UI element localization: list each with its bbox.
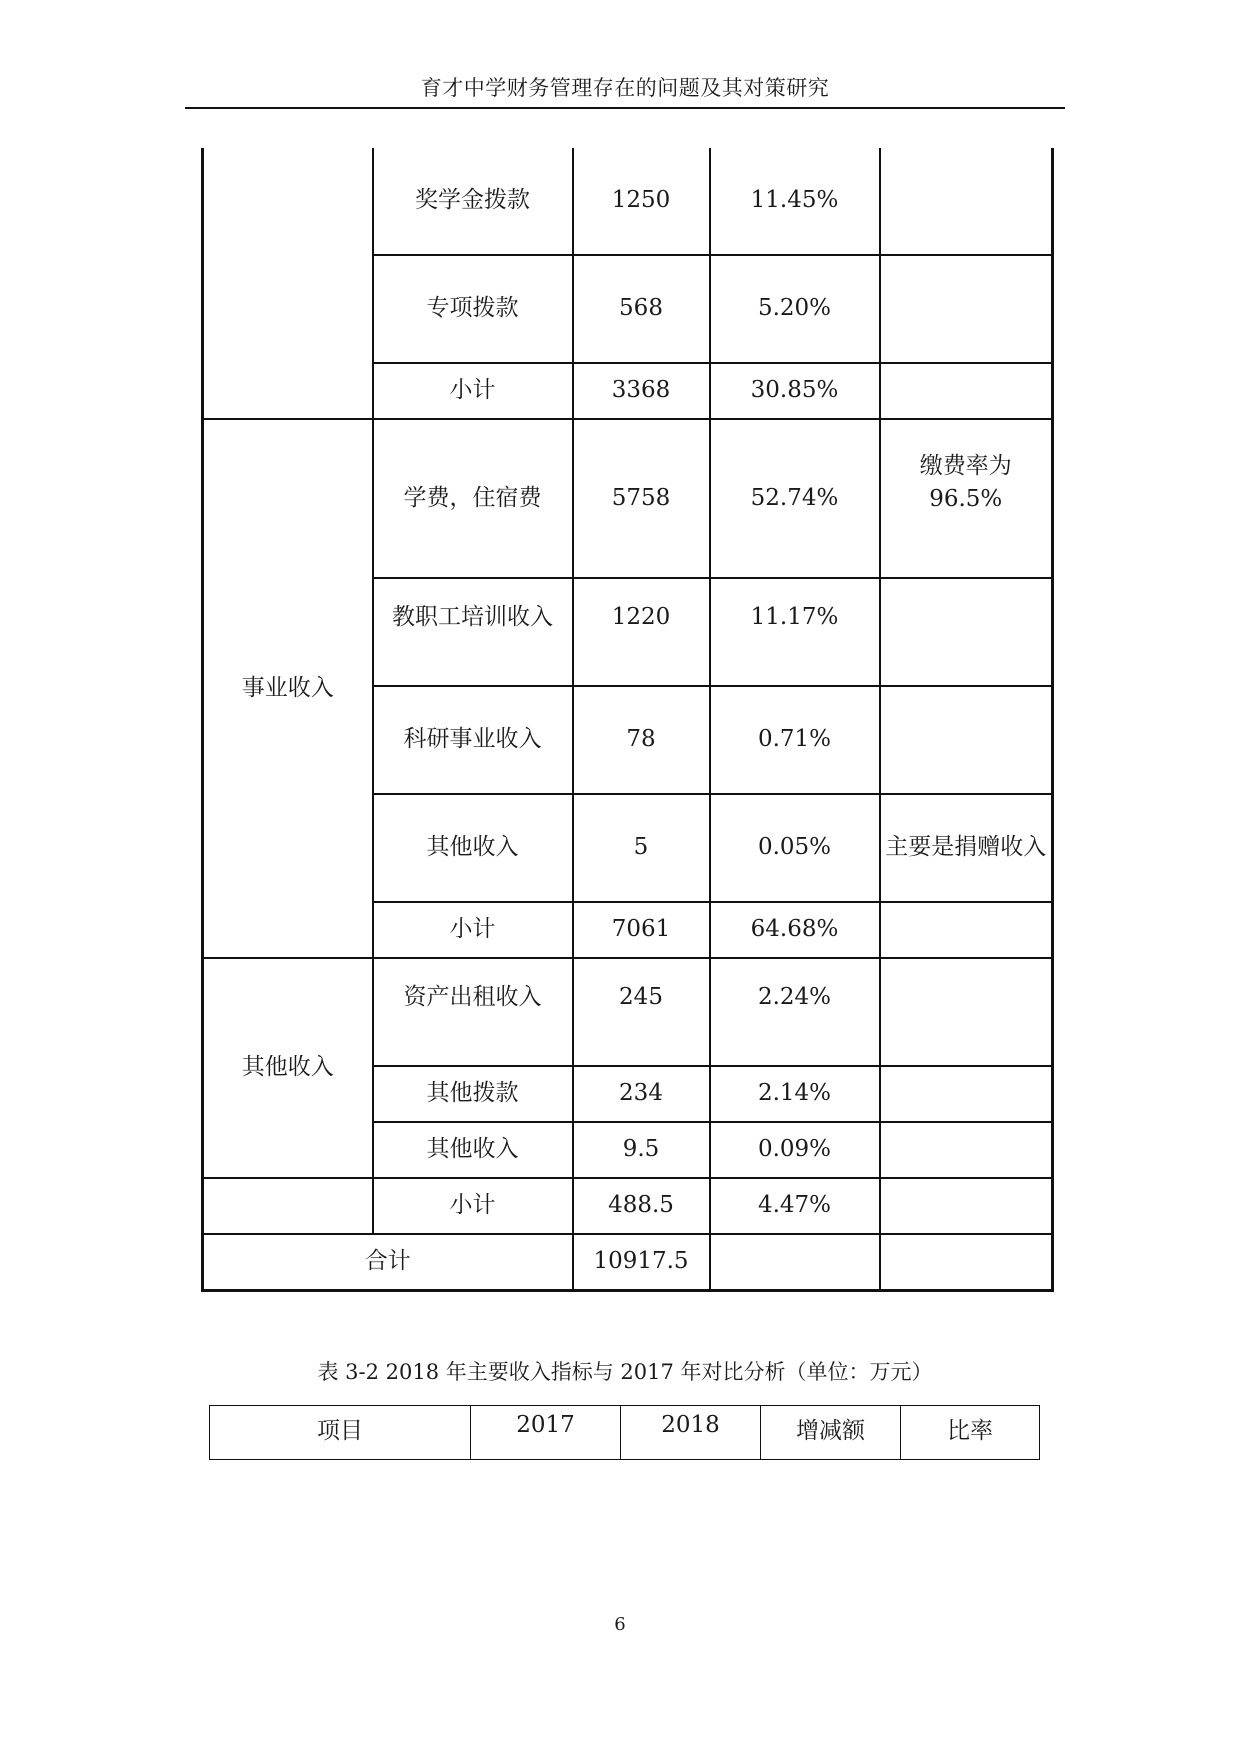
- amount-cell: 234: [573, 1066, 710, 1122]
- ratio-cell: 5.20%: [710, 255, 880, 363]
- note-cell: [880, 1178, 1053, 1234]
- ratio-cell: 0.05%: [710, 794, 880, 902]
- item-cell: 其他收入: [373, 794, 573, 902]
- item-cell: 其他拨款: [373, 1066, 573, 1122]
- amount-cell: 5758: [573, 419, 710, 578]
- income-table: [201, 148, 1054, 1292]
- note-cell: [880, 148, 1053, 255]
- note-cell: [880, 958, 1053, 1066]
- header-change: 增减额: [761, 1406, 901, 1460]
- header-2018: 2018: [621, 1406, 761, 1460]
- note-cell: [880, 902, 1053, 958]
- ratio-cell: 11.45%: [710, 148, 880, 255]
- amount-cell: 245: [573, 958, 710, 1066]
- table-row: [203, 419, 1053, 578]
- category-cell-empty: [203, 1178, 373, 1234]
- ratio-cell: 52.74%: [710, 419, 880, 578]
- ratio-cell: 64.68%: [710, 902, 880, 958]
- amount-cell: 1220: [573, 578, 710, 686]
- amount-cell: 9.5: [573, 1122, 710, 1178]
- header-2017: 2017: [471, 1406, 621, 1460]
- table-row: [203, 958, 1053, 1066]
- amount-cell: 1250: [573, 148, 710, 255]
- header-rule: [185, 107, 1065, 109]
- note-cell: [880, 1066, 1053, 1122]
- item-cell: 专项拨款: [373, 255, 573, 363]
- ratio-cell: 2.14%: [710, 1066, 880, 1122]
- amount-cell: 7061: [573, 902, 710, 958]
- table-row: [203, 148, 1053, 255]
- item-cell: 资产出租收入: [373, 958, 573, 1066]
- total-amount: 10917.5: [573, 1234, 710, 1290]
- note-cell: [880, 1122, 1053, 1178]
- amount-cell: 78: [573, 686, 710, 794]
- header-ratio: 比率: [901, 1406, 1040, 1460]
- table-caption: 表 3-2 2018 年主要收入指标与 2017 年对比分析（单位：万元）: [317, 1360, 933, 1384]
- ratio-cell: 11.17%: [710, 578, 880, 686]
- item-cell: 奖学金拨款: [373, 148, 573, 255]
- item-cell: 小计: [373, 902, 573, 958]
- total-ratio: [710, 1234, 880, 1290]
- header-item: 项目: [210, 1406, 471, 1460]
- note-cell: [880, 255, 1053, 363]
- item-cell: 其他收入: [373, 1122, 573, 1178]
- item-cell: 小计: [373, 363, 573, 419]
- item-cell: 教职工培训收入: [373, 578, 573, 686]
- note-cell: 缴费率为 96.5%: [880, 419, 1053, 578]
- ratio-cell: 4.47%: [710, 1178, 880, 1234]
- note-cell: [880, 363, 1053, 419]
- amount-cell: 568: [573, 255, 710, 363]
- category-cell: 其他收入: [203, 958, 373, 1178]
- comparison-table: [209, 1405, 1040, 1460]
- ratio-cell: 0.71%: [710, 686, 880, 794]
- item-cell: 科研事业收入: [373, 686, 573, 794]
- item-cell: 学费，住宿费: [373, 419, 573, 578]
- page-number: 6: [614, 1614, 626, 1635]
- ratio-cell: 30.85%: [710, 363, 880, 419]
- total-label: 合计: [203, 1234, 573, 1290]
- total-note: [880, 1234, 1053, 1290]
- table-row: [203, 1178, 1053, 1234]
- item-cell: 小计: [373, 1178, 573, 1234]
- note-cell: [880, 686, 1053, 794]
- amount-cell: 5: [573, 794, 710, 902]
- category-cell-continued: [203, 148, 373, 419]
- category-cell: 事业收入: [203, 419, 373, 958]
- amount-cell: 488.5: [573, 1178, 710, 1234]
- table-header-row: [210, 1406, 1040, 1460]
- running-header: 育才中学财务管理存在的问题及其对策研究: [420, 76, 830, 100]
- total-row: [203, 1234, 1053, 1290]
- amount-cell: 3368: [573, 363, 710, 419]
- note-cell: 主要是捐赠收入: [880, 794, 1053, 902]
- ratio-cell: 0.09%: [710, 1122, 880, 1178]
- note-cell: [880, 578, 1053, 686]
- ratio-cell: 2.24%: [710, 958, 880, 1066]
